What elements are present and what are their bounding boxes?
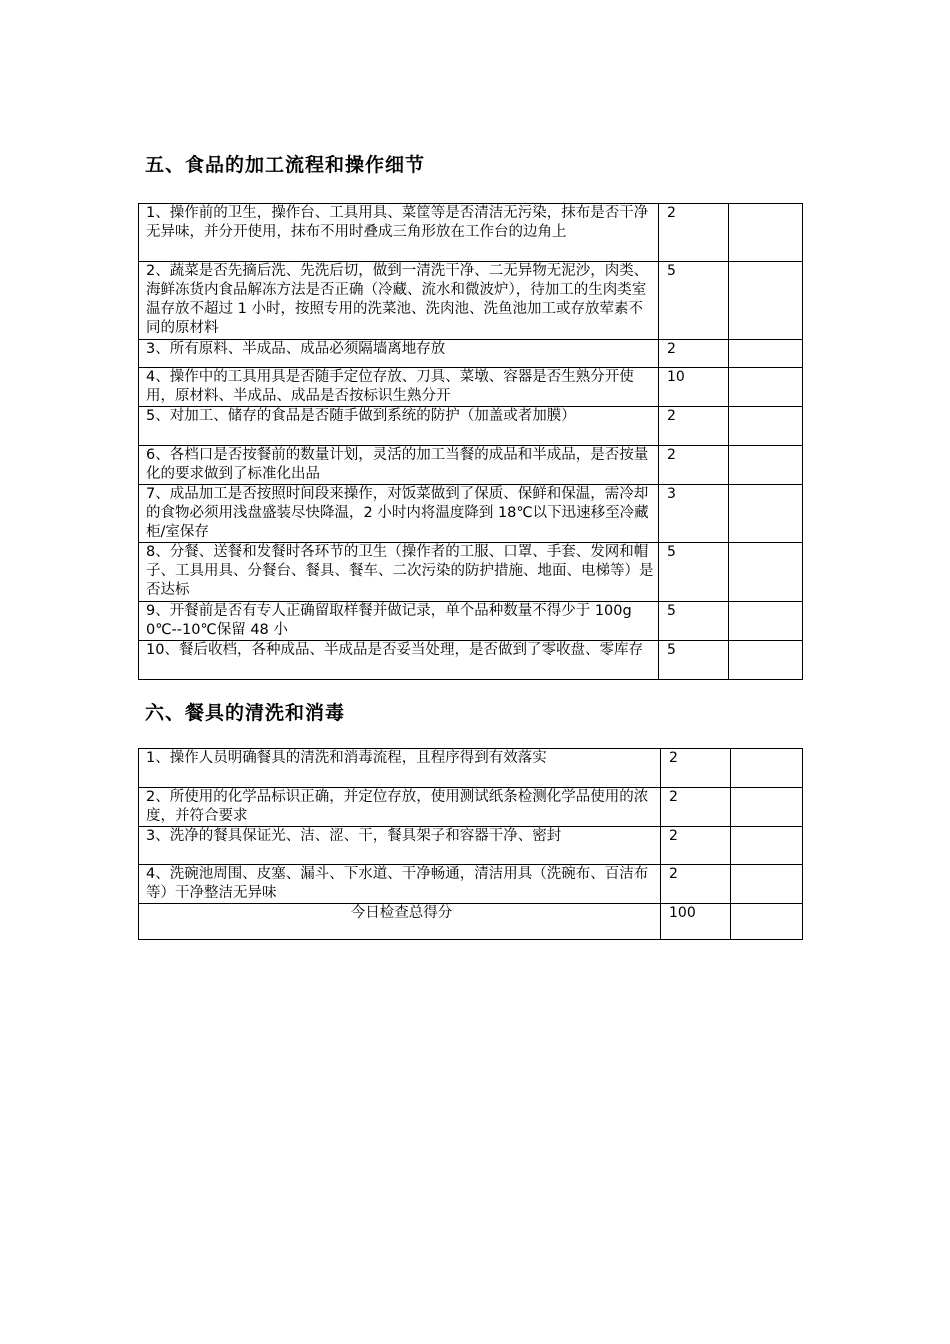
table-row [139,749,803,788]
table-row [139,602,803,641]
section-title-food-processing: 五、食品的加工流程和操作细节 [145,154,426,176]
table-row [139,543,803,602]
table-row [139,827,803,865]
item-description: 8、分餐、送餐和发餐时各环节的卫生（操作者的工服、口罩、手套、发网和帽子、工具用具、分餐台、餐具、餐车、二次污染的防护措施、地面、电梯等）是否达标 [139,543,659,602]
item-score: 2 [661,788,731,827]
item-description: 2、所使用的化学品标识正确，并定位存放，使用测试纸条检测化学品使用的浓度，并符合要求 [139,788,661,827]
item-description: 1、操作人员明确餐具的清洗和消毒流程，且程序得到有效落实 [139,749,661,788]
table-row [139,865,803,904]
tableware-cleaning-checklist-table [138,748,803,940]
item-score: 5 [659,543,729,602]
item-score: 2 [659,446,729,485]
result-cell[interactable] [729,602,803,641]
item-score: 10 [659,368,729,407]
item-score: 5 [659,641,729,680]
total-score-label: 今日检查总得分 [139,904,661,940]
item-description: 10、餐后收档，各种成品、半成品是否妥当处理，是否做到了零收盘、零库存 [139,641,659,680]
section-title-tableware-cleaning: 六、餐具的清洗和消毒 [145,702,346,724]
result-cell[interactable] [729,368,803,407]
result-cell[interactable] [729,641,803,680]
item-score: 2 [661,865,731,904]
result-cell[interactable] [729,446,803,485]
table-row [139,446,803,485]
table-row [139,204,803,262]
table-row [139,788,803,827]
item-score: 2 [659,204,729,262]
total-score-value: 100 [661,904,731,940]
item-score: 2 [659,407,729,446]
item-description: 7、成品加工是否按照时间段来操作，对饭菜做到了保质、保鲜和保温，需冷却的食物必须用浅盘盛装尽快降温，2 小时内将温度降到 18℃以下迅速移至冷藏柜/室保存 [139,485,659,543]
total-result-cell[interactable] [731,904,803,940]
item-description: 9、开餐前是否有专人正确留取样餐并做记录，单个品种数量不得少于 100g0℃--10℃保留 48 小 [139,602,659,641]
item-description: 6、各档口是否按餐前的数量计划，灵活的加工当餐的成品和半成品，是否按量化的要求做到了标准化出品 [139,446,659,485]
result-cell[interactable] [729,262,803,340]
result-cell[interactable] [729,543,803,602]
item-description: 3、所有原料、半成品、成品必须隔墙离地存放 [139,340,659,368]
item-score: 5 [659,602,729,641]
item-description: 5、对加工、储存的食品是否随手做到系统的防护（加盖或者加膜） [139,407,659,446]
total-row [139,904,803,940]
table-row [139,368,803,407]
result-cell[interactable] [731,827,803,865]
result-cell[interactable] [729,407,803,446]
table-row [139,485,803,543]
item-score: 2 [661,827,731,865]
item-score: 3 [659,485,729,543]
item-description: 4、洗碗池周围、皮塞、漏斗、下水道、干净畅通，清洁用具（洗碗布、百洁布等）干净整洁无异味 [139,865,661,904]
table-row [139,407,803,446]
food-processing-checklist-table [138,203,803,680]
item-score: 5 [659,262,729,340]
item-score: 2 [661,749,731,788]
result-cell[interactable] [729,340,803,368]
table-row [139,340,803,368]
result-cell[interactable] [731,788,803,827]
item-description: 2、蔬菜是否先摘后洗、先洗后切，做到一清洗干净、二无异物无泥沙，肉类、海鲜冻货内食品解冻方法是否正确（冷藏、流水和微波炉），待加工的生肉类室温存放不超过 1 小时，按照专用的洗菜池、洗肉池、洗鱼池加工或存放荤素不同的原材料 [139,262,659,340]
item-score: 2 [659,340,729,368]
table-row [139,641,803,680]
item-description: 3、洗净的餐具保证光、洁、涩、干，餐具架子和容器干净、密封 [139,827,661,865]
item-description: 4、操作中的工具用具是否随手定位存放、刀具、菜墩、容器是否生熟分开使用，原材料、半成品、成品是否按标识生熟分开 [139,368,659,407]
item-description: 1、操作前的卫生，操作台、工具用具、菜筐等是否清洁无污染，抹布是否干净无异味，并分开使用，抹布不用时叠成三角形放在工作台的边角上 [139,204,659,262]
result-cell[interactable] [731,865,803,904]
table-row [139,262,803,340]
result-cell[interactable] [729,485,803,543]
result-cell[interactable] [731,749,803,788]
result-cell[interactable] [729,204,803,262]
